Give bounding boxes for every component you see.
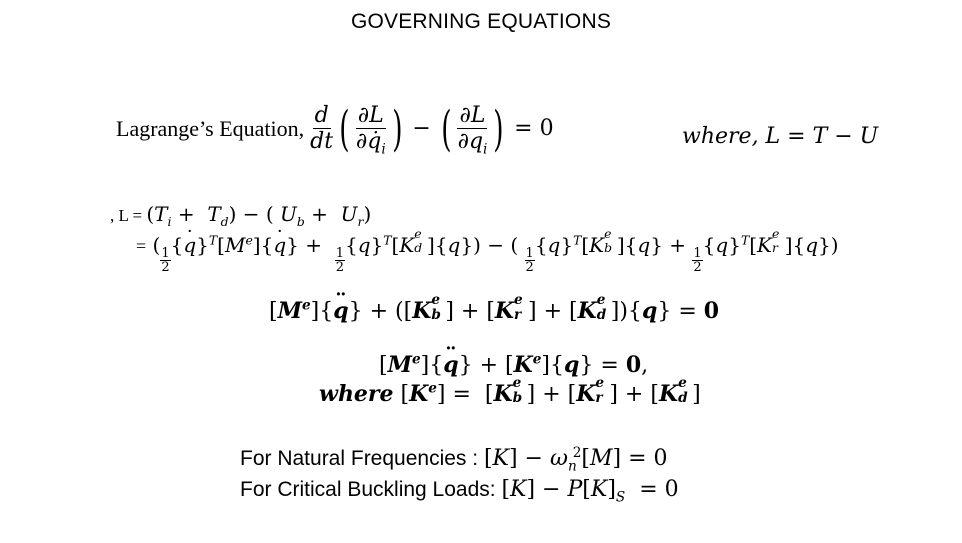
eom3-render: where $[K^e] = [K$ e b ] + [K e r ] + [K e d ] xyxy=(319,374,701,407)
lagrange-equation xyxy=(116,100,554,158)
subscript-i-2: i xyxy=(483,141,488,158)
lagrange-label: Lagrange’s Equation, xyxy=(116,115,305,141)
subscript-i-1: i xyxy=(381,141,386,158)
dl-dqdot-fraction xyxy=(354,103,388,158)
dq-denominator: ∂q xyxy=(457,129,484,155)
right-paren-2: ) xyxy=(493,100,504,157)
minus-sign: − xyxy=(412,116,431,142)
d-symbol: d xyxy=(314,103,329,128)
l-expression-line xyxy=(110,202,372,229)
lagrange-rhs: = 0 xyxy=(514,116,554,142)
dl-numerator-2: ∂L xyxy=(459,103,486,128)
expanded-render: = ( $\frac{1}{2}$ {q ˙}$^T$[Me]{q ˙} + $\frac{1}{2}$ $\{q\}^T[K$ e d ]{q}) − ( $\frac{1}{2}$ $\{q\}^T[K$ e b ]{q} + $\frac{1}{2}$ $\{q\}^T[K$ e r ]{q}) xyxy=(136,233,839,257)
dt-symbol: dt xyxy=(310,129,334,155)
where-rest: , L = T − U xyxy=(751,124,879,149)
left-paren-1: ( xyxy=(339,100,350,157)
l-expression-render: $(T_i + T_d)$ − ( $U_b + U_r$) xyxy=(146,202,372,229)
equation-of-motion-1 xyxy=(269,291,720,324)
dqdot-denominator: ∂q̇ xyxy=(355,129,382,155)
where-l-definition xyxy=(682,124,878,149)
l-prefix: , L = xyxy=(110,206,147,225)
right-paren-1: ) xyxy=(391,100,403,157)
critical-buckling-label: For Critical Buckling Loads: xyxy=(240,478,502,501)
d-dt-fraction xyxy=(308,104,335,153)
stiffness-definition xyxy=(319,374,701,407)
left-paren-2: ( xyxy=(441,100,452,157)
natural-frequencies-label: For Natural Frequencies : xyxy=(240,447,484,470)
slide-title: GOVERNING EQUATIONS xyxy=(350,10,612,33)
natural-frequencies-line xyxy=(240,444,668,475)
eom1-render: [Me]{q ¨} + ([K e b ] + [K e r ] + [K e d ]){q} = 0 xyxy=(269,299,719,324)
eom2-render: [Me]{q ¨} + $[K^e]\{q\} = 0$, xyxy=(379,353,648,378)
dl-numerator: ∂L xyxy=(357,103,384,128)
critical-buckling-expression: $[K] - P[K]_S = 0$ xyxy=(501,477,679,506)
critical-buckling-line xyxy=(240,477,679,506)
where-word: where xyxy=(682,124,752,149)
dl-dq-fraction xyxy=(456,103,490,158)
natural-frequencies-expression: $[K] - \omega_n^2[M] = 0$ xyxy=(483,444,668,475)
expanded-energy-line xyxy=(136,226,839,275)
